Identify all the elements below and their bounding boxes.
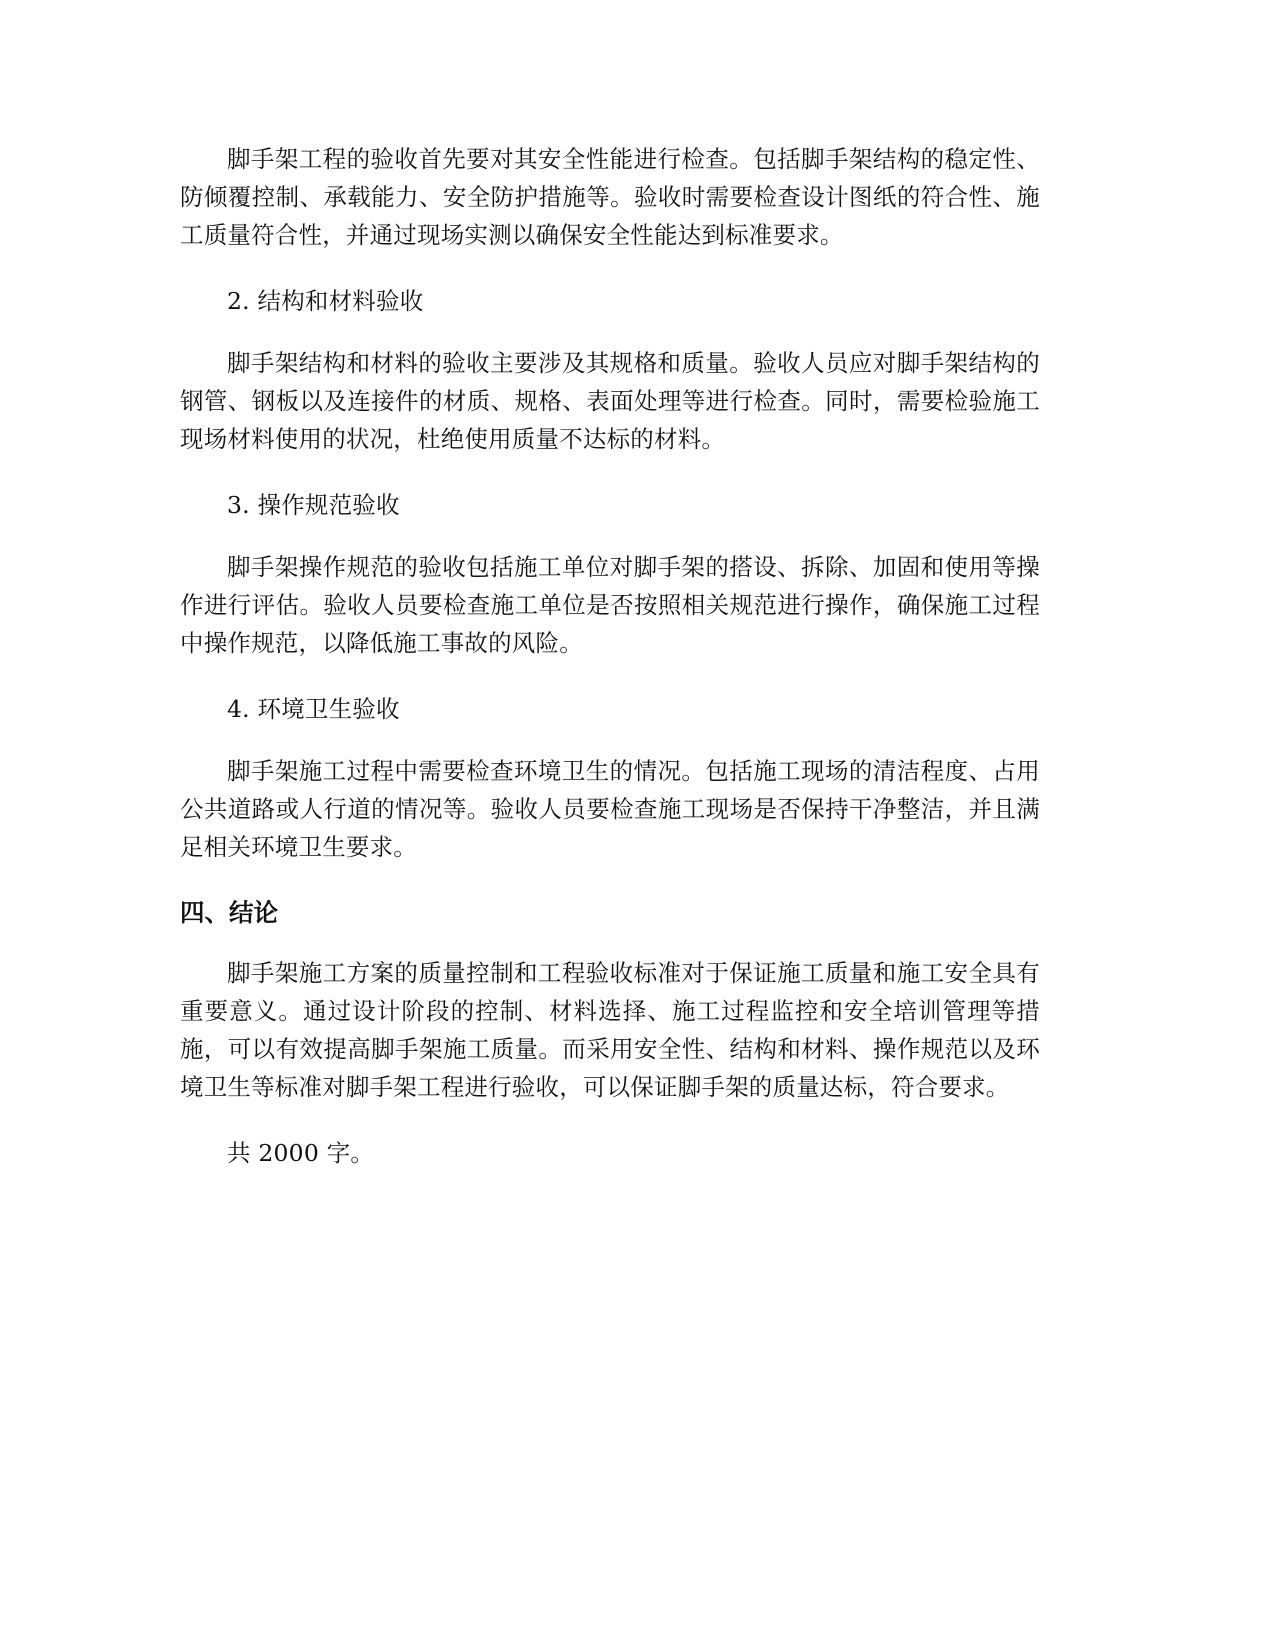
word-count-note: 共 2000 字。 bbox=[227, 1139, 375, 1167]
document-body bbox=[180, 140, 1040, 1172]
item-heading-environment-hygiene: 4. 环境卫生验收 bbox=[227, 695, 400, 723]
section-heading-conclusion: 四、结论 bbox=[180, 898, 278, 927]
paragraph-operation-standards: 脚手架操作规范的验收包括施工单位对脚手架的搭设、拆除、加固和使用等操作进行评估。验收人员要检查施工单位是否按照相关规范进行操作，确保施工过程中操作规范，以降低施工事故的风险。 bbox=[180, 553, 1040, 657]
item-heading-structure-materials: 2. 结构和材料验收 bbox=[227, 287, 424, 315]
paragraph-conclusion: 脚手架施工方案的质量控制和工程验收标准对于保证施工质量和施工安全具有重要意义。通过设计阶段的控制、材料选择、施工过程监控和安全培训管理等措施，可以有效提高脚手架施工质量。而采用安全性、结构和材料、操作规范以及环境卫生等标准对脚手架工程进行验收，可以保证脚手架的质量达标，符合要求。 bbox=[180, 959, 1040, 1101]
paragraph-environment-hygiene: 脚手架施工过程中需要检查环境卫生的情况。包括施工现场的清洁程度、占用公共道路或人行道的情况等。验收人员要检查施工现场是否保持干净整洁，并且满足相关环境卫生要求。 bbox=[180, 757, 1040, 861]
paragraph-safety-inspection: 脚手架工程的验收首先要对其安全性能进行检查。包括脚手架结构的稳定性、防倾覆控制、承载能力、安全防护措施等。验收时需要检查设计图纸的符合性、施工质量符合性，并通过现场实测以确保安全性能达到标准要求。 bbox=[180, 145, 1040, 249]
item-heading-operation-standards: 3. 操作规范验收 bbox=[227, 491, 400, 519]
paragraph-structure-materials: 脚手架结构和材料的验收主要涉及其规格和质量。验收人员应对脚手架结构的钢管、钢板以及连接件的材质、规格、表面处理等进行检查。同时，需要检验施工现场材料使用的状况，杜绝使用质量不达标的材料。 bbox=[180, 349, 1040, 453]
